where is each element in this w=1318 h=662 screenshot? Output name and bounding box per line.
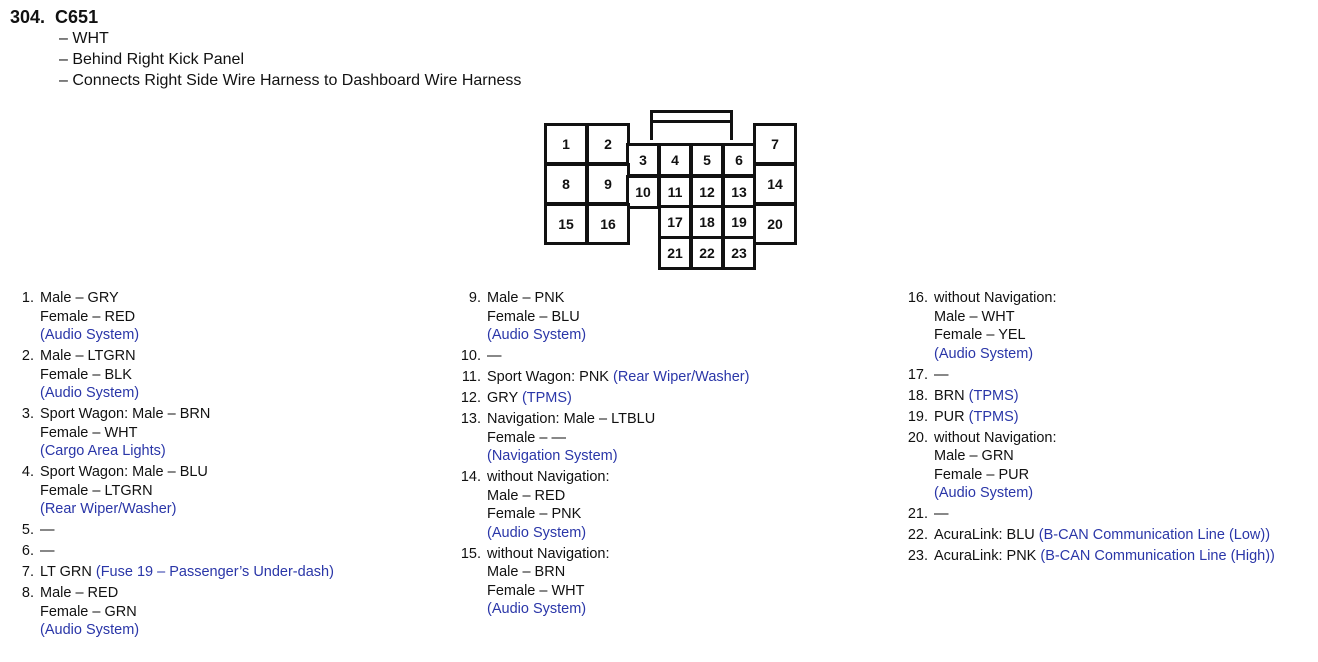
connector-pin-14: 14 xyxy=(753,163,797,205)
connector-diagram xyxy=(544,110,800,272)
circuit-link[interactable]: (Audio System) xyxy=(934,485,1034,501)
pin-description xyxy=(487,389,572,408)
connector-pin-21: 21 xyxy=(658,236,692,270)
wire-line: Female – YEL xyxy=(934,327,1026,343)
pin-number: 16. xyxy=(907,290,928,306)
connector-pin-9: 9 xyxy=(586,163,630,205)
circuit-link[interactable]: (Rear Wiper/Washer) xyxy=(613,369,750,385)
circuit-link[interactable]: (TPMS) xyxy=(521,390,572,406)
pin-description xyxy=(487,545,610,619)
pin-entry xyxy=(451,289,749,345)
pin-entry xyxy=(898,429,1275,503)
wire-color: — xyxy=(40,522,55,538)
connector-location: – Behind Right Kick Panel xyxy=(59,49,521,70)
pin-number: 6. xyxy=(21,543,34,559)
wire-color: — xyxy=(934,506,949,522)
pin-description xyxy=(40,463,208,519)
wire-line: Female – GRN xyxy=(40,603,137,620)
wire-color: — xyxy=(487,348,502,364)
pin-entry xyxy=(451,368,749,387)
connector-pin-20: 20 xyxy=(753,203,797,245)
wire-line: Navigation: Male – LTBLU xyxy=(487,411,656,427)
wire-line: without Navigation: xyxy=(487,469,610,485)
pin-description xyxy=(934,429,1057,503)
pin-number: 22. xyxy=(907,527,928,543)
pin-number: 12. xyxy=(460,390,481,406)
pin-entry xyxy=(451,468,749,542)
pin-description xyxy=(40,521,55,540)
circuit-link[interactable]: (Audio System) xyxy=(487,524,587,541)
pin-number: 5. xyxy=(21,522,34,538)
pin-number: 20. xyxy=(907,429,928,446)
pin-description xyxy=(934,526,1270,545)
wire-color: AcuraLink: BLU xyxy=(934,527,1039,543)
pin-number: 21. xyxy=(907,506,928,522)
wire-color: — xyxy=(934,366,949,383)
wire-line: Female – WHT xyxy=(40,424,138,441)
pin-description xyxy=(487,368,749,387)
connector-pin-19: 19 xyxy=(722,205,756,239)
pin-entry xyxy=(898,526,1275,545)
connector-pin-17: 17 xyxy=(658,205,692,239)
wire-line: Male – LTGRN xyxy=(40,348,136,364)
pin-entry xyxy=(451,410,749,466)
pin-description xyxy=(934,547,1275,566)
pin-entry xyxy=(898,547,1275,566)
wire-line: Female – — xyxy=(487,429,566,446)
connector-pin-16: 16 xyxy=(586,203,630,245)
pin-entry xyxy=(898,289,1275,363)
circuit-link[interactable]: (Audio System) xyxy=(934,345,1034,362)
connector-pin-15: 15 xyxy=(544,203,588,245)
pin-description xyxy=(934,505,949,524)
connector-pin-2: 2 xyxy=(586,123,630,165)
connector-pin-4: 4 xyxy=(658,143,692,177)
connector-pin-5: 5 xyxy=(690,143,724,177)
pin-description xyxy=(40,563,334,582)
pin-number: 8. xyxy=(21,585,34,601)
pin-number: 3. xyxy=(21,406,34,422)
pin-number: 4. xyxy=(21,464,34,480)
pin-description xyxy=(40,584,139,640)
connector-id: C651 xyxy=(55,7,99,27)
pin-entry xyxy=(4,521,334,540)
pin-number: 2. xyxy=(21,348,34,364)
wire-color: LT GRN xyxy=(40,564,96,580)
circuit-link[interactable]: (Fuse 19 – Passenger’s Under-dash) xyxy=(95,564,334,580)
pin-number: 14. xyxy=(460,469,481,485)
circuit-link[interactable]: (Audio System) xyxy=(487,601,587,617)
pin-number: 13. xyxy=(460,411,481,427)
pin-entry xyxy=(4,463,334,519)
connector-title xyxy=(10,6,521,28)
circuit-link[interactable]: (B-CAN Communication Line (Low)) xyxy=(1038,527,1271,543)
connector-pin-8: 8 xyxy=(544,163,588,205)
pin-description xyxy=(934,408,1019,427)
connector-details xyxy=(59,28,521,91)
connector-pin-11: 11 xyxy=(658,175,692,209)
pin-number: 18. xyxy=(907,387,928,404)
pin-list-column-3 xyxy=(898,289,1275,568)
circuit-link[interactable]: (B-CAN Communication Line (High)) xyxy=(1040,548,1275,564)
wire-line: Male – RED xyxy=(40,585,119,601)
pin-description xyxy=(934,387,1019,406)
wire-line: Male – GRY xyxy=(40,290,119,306)
pin-description xyxy=(40,542,55,561)
pin-list-column-2 xyxy=(451,289,749,621)
wire-line: Male – WHT xyxy=(934,308,1015,325)
circuit-link[interactable]: (Audio System) xyxy=(40,622,140,638)
pin-number: 11. xyxy=(461,369,481,385)
wire-color: BRN xyxy=(934,387,969,404)
connector-pin-22: 22 xyxy=(690,236,724,270)
pin-entry xyxy=(4,347,334,403)
wire-line: Male – PNK xyxy=(487,290,565,306)
connector-pin-12: 12 xyxy=(690,175,724,209)
circuit-link[interactable]: (Navigation System) xyxy=(487,448,618,464)
wire-color: Sport Wagon: PNK xyxy=(487,369,613,385)
section-number: 304. xyxy=(10,7,46,27)
pin-entry xyxy=(4,289,334,345)
wire-line: without Navigation: xyxy=(487,545,610,562)
connector-latch xyxy=(650,110,733,140)
pin-entry xyxy=(451,347,749,366)
circuit-link[interactable]: (Cargo Area Lights) xyxy=(40,443,166,459)
pin-entry xyxy=(898,408,1275,427)
pin-description xyxy=(487,289,586,345)
connector-pin-10: 10 xyxy=(626,175,660,209)
circuit-link[interactable]: (Audio System) xyxy=(40,327,140,343)
wire-line: without Navigation: xyxy=(934,290,1057,306)
pin-entry xyxy=(4,563,334,582)
pin-entry xyxy=(451,545,749,619)
wire-line: without Navigation: xyxy=(934,429,1057,446)
pin-number: 9. xyxy=(468,290,481,306)
pin-entry xyxy=(4,405,334,461)
pin-description xyxy=(934,366,949,385)
pin-description xyxy=(40,405,210,461)
pin-entry xyxy=(898,387,1275,406)
connector-pin-23: 23 xyxy=(722,236,756,270)
pin-number: 17. xyxy=(907,366,928,383)
wire-line: Sport Wagon: Male – BLU xyxy=(40,464,208,480)
wire-color: — xyxy=(40,543,55,559)
connector-pin-13: 13 xyxy=(722,175,756,209)
circuit-link[interactable]: (Rear Wiper/Washer) xyxy=(40,501,177,517)
page-header xyxy=(10,6,521,91)
wire-color: GRY xyxy=(487,390,522,406)
wire-line: Male – BRN xyxy=(487,564,566,580)
pin-entry xyxy=(898,366,1275,385)
pin-description xyxy=(40,289,139,345)
pin-description xyxy=(487,347,502,366)
pin-number: 19. xyxy=(907,408,928,425)
pin-number: 1. xyxy=(21,290,34,306)
connector-pin-1: 1 xyxy=(544,123,588,165)
circuit-link[interactable]: (Audio System) xyxy=(487,327,587,343)
pin-description xyxy=(934,289,1057,363)
connector-pin-18: 18 xyxy=(690,205,724,239)
pin-entry xyxy=(898,505,1275,524)
wire-color: PUR xyxy=(934,408,969,425)
connector-color: – WHT xyxy=(59,28,521,49)
pin-entry xyxy=(4,542,334,561)
wire-line: Female – PUR xyxy=(934,466,1030,483)
pin-number: 23. xyxy=(907,548,928,564)
circuit-link[interactable]: (TPMS) xyxy=(968,408,1019,425)
wire-line: Sport Wagon: Male – BRN xyxy=(40,406,211,422)
pin-entry xyxy=(4,584,334,640)
connector-pin-7: 7 xyxy=(753,123,797,165)
pin-description xyxy=(487,410,655,466)
wire-line: Female – PNK xyxy=(487,506,582,522)
connector-pin-6: 6 xyxy=(722,143,756,177)
pin-description xyxy=(40,347,139,403)
circuit-link[interactable]: (TPMS) xyxy=(968,387,1019,404)
wire-line: Female – RED xyxy=(40,308,136,325)
pin-list-column-1 xyxy=(4,289,334,642)
wire-color: AcuraLink: PNK xyxy=(934,548,1041,564)
connector-description: – Connects Right Side Wire Harness to Dashboard Wire Harness xyxy=(59,70,521,91)
pin-entry xyxy=(451,389,749,408)
connector-pin-3: 3 xyxy=(626,143,660,177)
pin-description xyxy=(487,468,610,542)
wire-line: Female – BLK xyxy=(40,366,132,383)
pin-number: 10. xyxy=(460,348,481,364)
wire-line: Male – GRN xyxy=(934,448,1014,464)
connector-latch-bar xyxy=(650,120,733,123)
wire-line: Female – WHT xyxy=(487,582,585,599)
pin-number: 15. xyxy=(460,545,481,562)
pin-number: 7. xyxy=(21,564,34,580)
wire-line: Male – RED xyxy=(487,487,566,504)
circuit-link[interactable]: (Audio System) xyxy=(40,385,140,401)
wire-line: Female – LTGRN xyxy=(40,482,153,499)
wire-line: Female – BLU xyxy=(487,308,580,325)
